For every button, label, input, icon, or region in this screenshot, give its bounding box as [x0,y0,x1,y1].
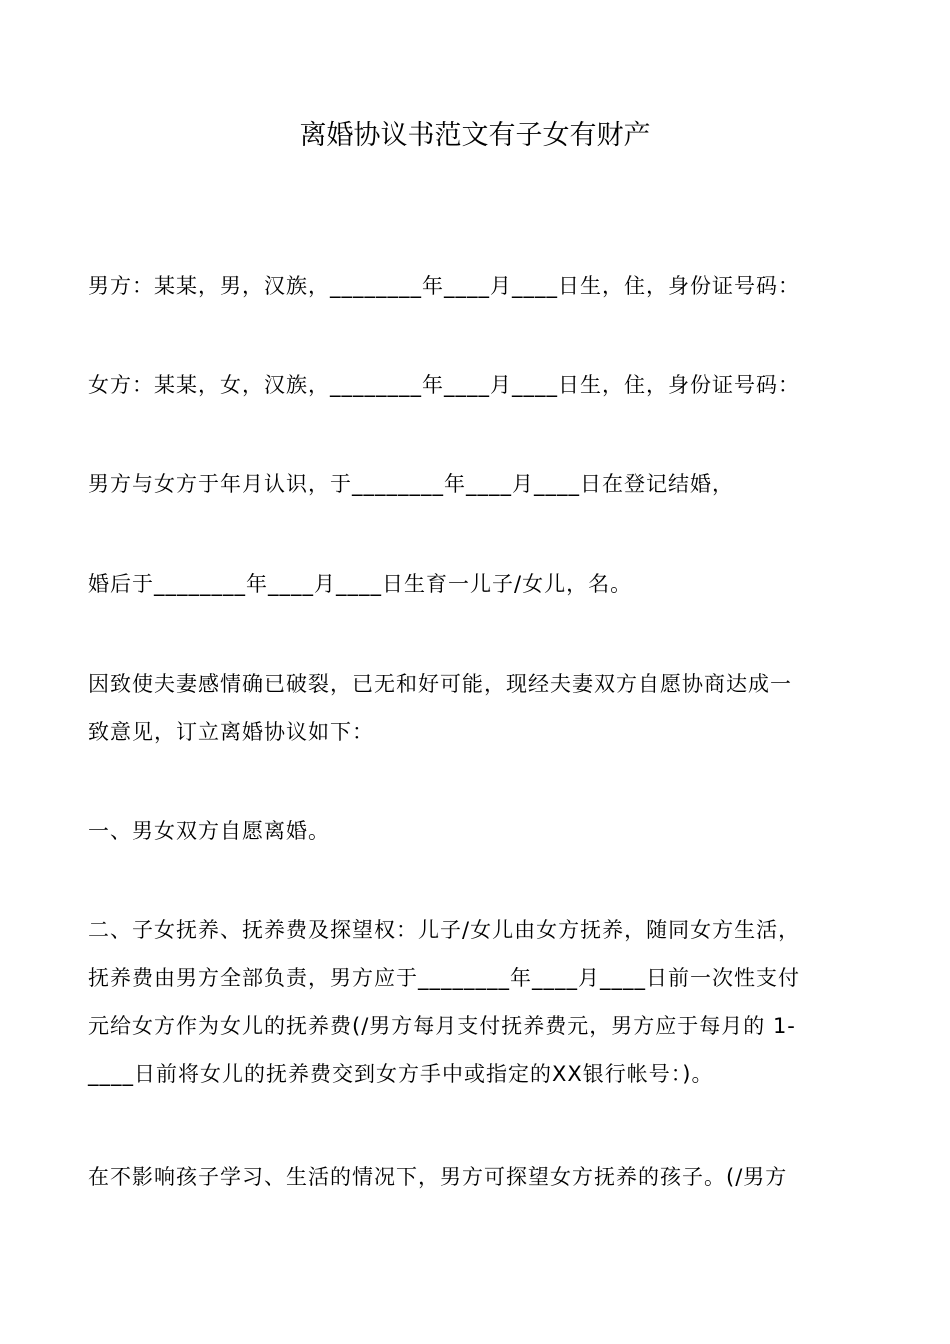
text-line: 婚后于________年____月____日生育一儿子/女儿，名。 [88,572,633,596]
paragraph-male-party [88,262,870,310]
text-line: 女方：某某，女，汉族，________年____月____日生，住，身份证号码： [88,373,800,397]
text-line: ____日前将女儿的抚养费交到女方手中或指定的XX银行帐号：)。 [88,1062,714,1086]
text-line: 男方：某某，男，汉族，________年____月____日生，住，身份证号码： [88,274,800,298]
text-line: 一、男女双方自愿离婚。 [88,819,330,843]
clause-one [88,807,870,855]
text-line: 致意见，订立离婚协议如下： [88,720,374,744]
document-title: 离婚协议书范文有子女有财产 [299,120,651,151]
paragraph-marriage-registration [88,460,870,508]
text-line: 元给女方作为女儿的抚养费(/男方每月支付抚养费元，男方应于每月的 1- [88,1014,796,1038]
paragraph-female-party [88,361,870,409]
paragraph-reason [88,660,870,756]
text-line: 抚养费由男方全部负责，男方应于________年____月____日前一次性支付 [88,966,800,990]
text-line: 在不影响孩子学习、生活的情况下，男方可探望女方抚养的孩子。(/男方 [88,1165,788,1189]
paragraph-child-birth [88,560,870,608]
text-line: 男方与女方于年月认识，于________年____月____日在登记结婚， [88,472,734,496]
clause-two [88,906,870,1098]
text-line: 二、子女抚养、抚养费及探望权：儿子/女儿由女方抚养，随同女方生活， [88,918,801,942]
text-line: 因致使夫妻感情确已破裂，已无和好可能，现经夫妻双方自愿协商达成一 [88,672,792,696]
paragraph-visitation [88,1153,870,1201]
